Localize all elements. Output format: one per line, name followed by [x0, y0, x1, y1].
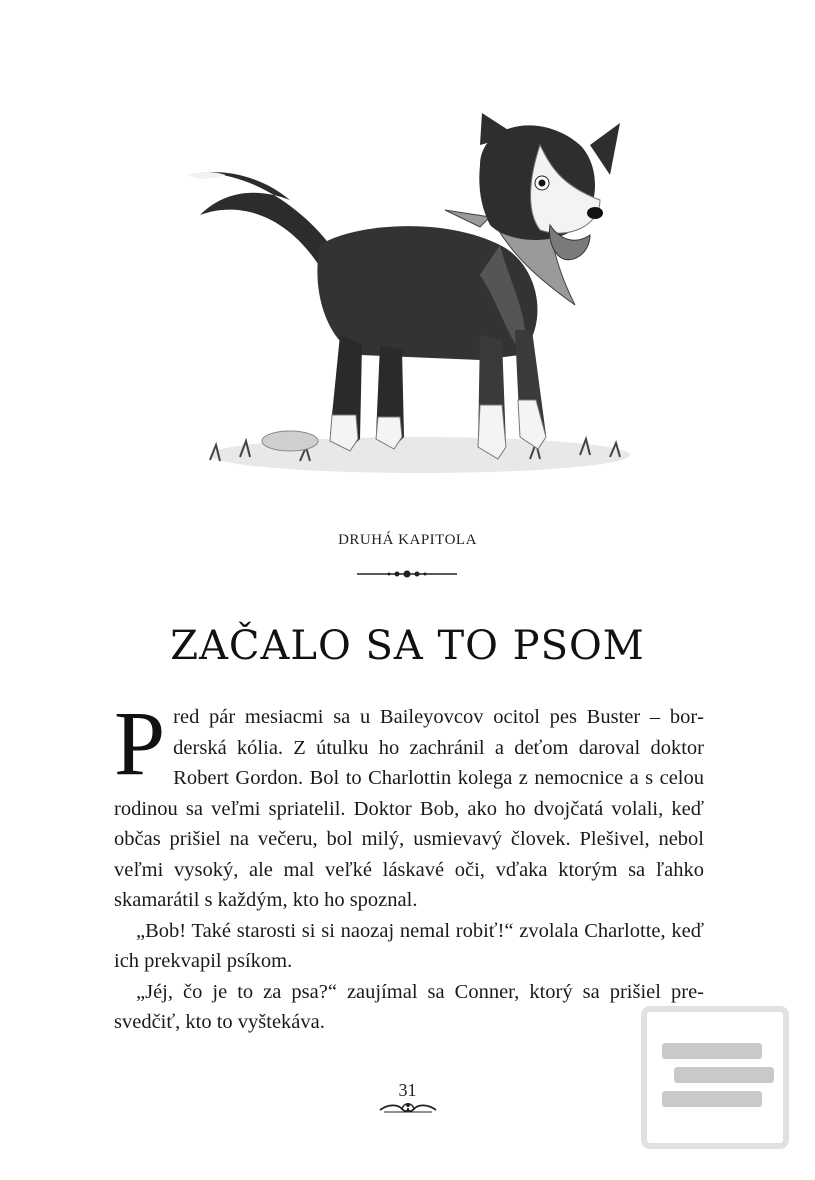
books-watermark-icon — [640, 1005, 790, 1150]
chapter-label: DRUHÁ KAPITOLA — [338, 532, 477, 548]
ground-grass — [210, 431, 630, 473]
body-text — [114, 692, 704, 1038]
drop-cap: P — [114, 692, 166, 794]
paragraph-1-text: red pár mesiacmi sa u Baileyovcov ocitol pes Buster – borderská kólia. Z útulku ho zachránil a deťom daroval doktor Robert Gordon. Bol to Charlottin kolega z nemocnice a s celou rodinou sa veľmi spriatelil. Doktor Bob, ako ho dvojčatá volali, keď občas prišiel na večeru, bol milý, usmievavý človek. Plešivel, nebol veľmi vysoký, ale mal veľké láskavé oči, vďaka ktorým sa ľahko skamarátil s každým, kto ho spoznal. — [114, 706, 704, 911]
chapter-title: ZAČALO SA TO PSOM — [170, 622, 645, 669]
dog-tail — [188, 172, 330, 275]
page-ornament-icon — [378, 1100, 438, 1116]
paragraph-3: „Jéj, čo je to za psa?“ zaujímal sa Conner, ktorý sa prišiel presvedčiť, kto to vyštekáva. — [114, 980, 704, 1033]
page-number: 31 — [398, 1080, 417, 1100]
dog-head — [479, 113, 620, 260]
paragraph-1 — [114, 692, 704, 916]
dog-illustration — [180, 105, 640, 485]
paragraph-2: „Bob! Také starosti si si naozaj nemal robiť!“ zvolala Charlotte, keď ich prekvapil psíkom. — [114, 919, 704, 972]
divider-ornament-icon — [357, 566, 457, 582]
